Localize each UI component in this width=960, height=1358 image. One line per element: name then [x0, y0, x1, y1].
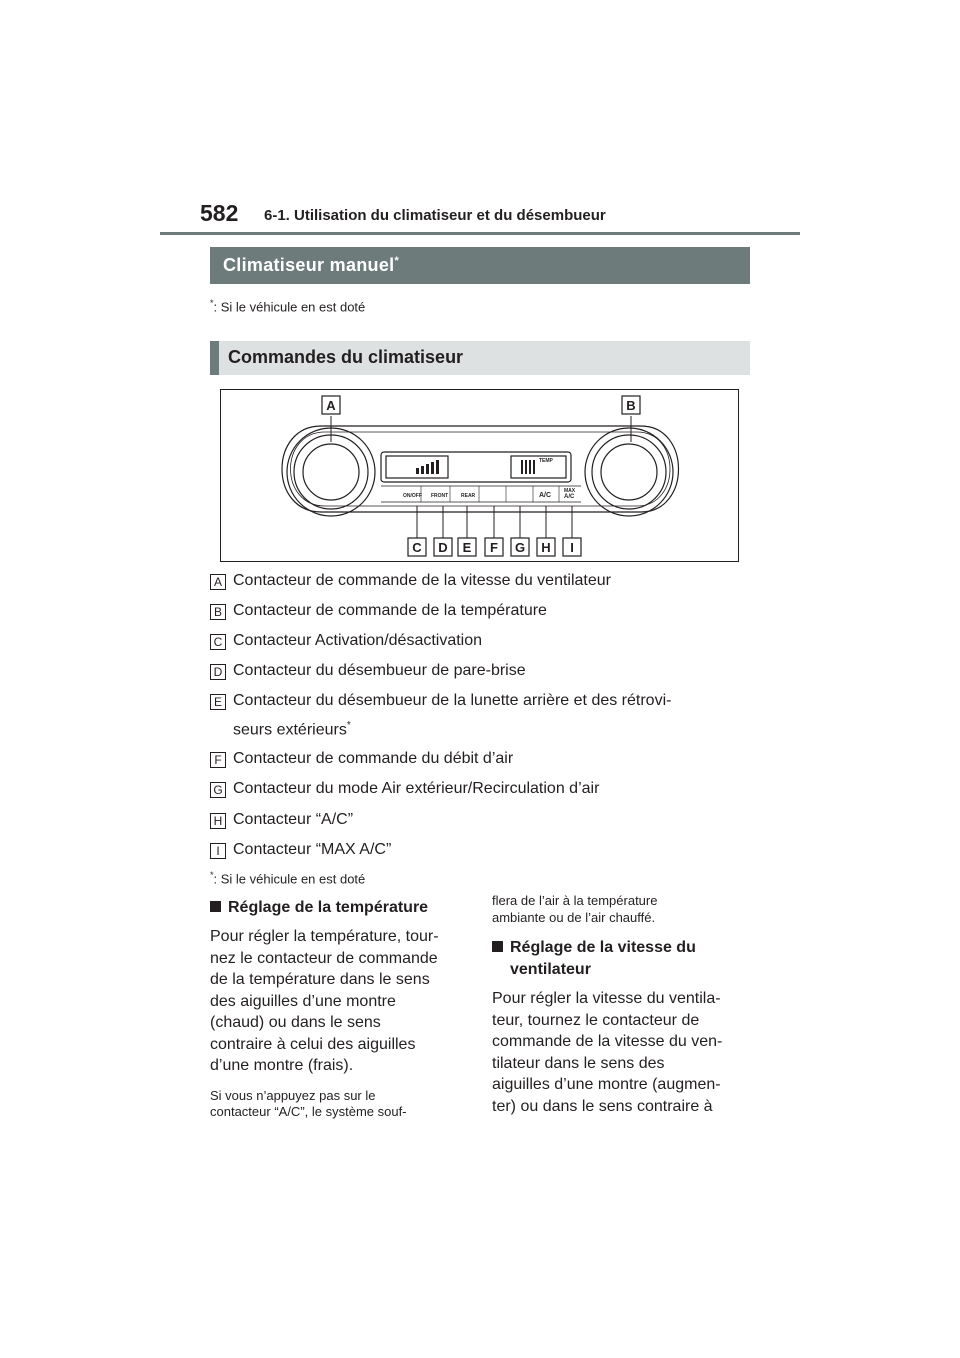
subsection-title: Commandes du climatiseur [228, 347, 464, 367]
legend-text: Contacteur Activation/désactivation [233, 632, 483, 649]
callout-E: E [462, 540, 472, 555]
climate-panel-figure [220, 389, 739, 562]
legend-letter: I [210, 843, 226, 859]
header-rule [160, 232, 800, 235]
running-header: 6-1. Utilisation du climatiseur et du désembueur [264, 207, 606, 224]
section-banner [210, 247, 750, 284]
legend-text: Contacteur du désembueur de pare-brise [233, 662, 526, 679]
heading-fan-speed: Réglage de la vitesse du ventilateur [492, 937, 752, 981]
legend-text: Contacteur “MAX A/C” [233, 841, 392, 858]
panel-label-max-ac: A/C [564, 494, 575, 500]
panel-label-ac: A/C [539, 492, 552, 499]
page-number: 582 [200, 200, 239, 226]
legend-letter: E [210, 694, 226, 710]
callout-H: H [541, 540, 551, 555]
callout-G: G [514, 540, 526, 555]
left-column [210, 897, 465, 1121]
section-asterisk: * [394, 255, 400, 267]
panel-label-rear: REAR [461, 493, 476, 499]
temperature-body: Pour régler la température, tour- nez le contacteur de commande de la température dans le sens des aiguilles d’une montre (chaud) ou dans le sens contraire à celui des aiguilles d’une montre (frais). [210, 928, 439, 1074]
legend-text: Contacteur de commande de la vitesse du ventilateur [233, 572, 611, 589]
legend-letter: H [210, 813, 226, 829]
heading-temperature: Réglage de la température [210, 897, 465, 919]
legend-text: Contacteur “A/C” [233, 811, 354, 828]
fan-speed-body: Pour régler la vitesse du ventila- teur, tournez le contacteur de commande de la vitesse du ven- tilateur dans le sens des aiguilles d’une montre (augmen- ter) ou dans le sens contraire à [492, 990, 723, 1115]
panel-label-onoff: ON/OFF [403, 493, 422, 499]
right-knob-outer [585, 428, 673, 516]
legend-text: Contacteur du désembueur de la lunette arrière et des rétrovi- [233, 692, 672, 709]
legend-letter: D [210, 664, 226, 680]
right-column [492, 893, 752, 1117]
callout-D: D [438, 540, 448, 555]
legend-text: Contacteur de commande de la température [233, 602, 547, 619]
note-continuation: flera de l’air à la température ambiante ou de l’air chauffé. [492, 893, 658, 925]
section-title: Climatiseur manuel* [223, 255, 400, 275]
climate-panel-illustration [221, 390, 740, 563]
legend-text: Contacteur de commande du débit d’air [233, 750, 514, 767]
panel-label-front: FRONT [431, 493, 449, 499]
temperature-note: Si vous n’appuyez pas sur le contacteur “A/C”, le système souf- [210, 1087, 407, 1119]
legend-letter: A [210, 574, 226, 590]
legend-text: Contacteur du mode Air extérieur/Recirculation d’air [233, 780, 600, 797]
footnote-top: *: Si le véhicule en est doté [210, 298, 366, 315]
panel-label-max: MAX [564, 488, 576, 494]
legend-letter: F [210, 752, 226, 768]
legend-letter: G [210, 782, 226, 798]
bullet-square-icon [210, 901, 221, 912]
bullet-square-icon [492, 941, 503, 952]
legend-letter: C [210, 634, 226, 650]
legend-item-E-continuation: seurs extérieurs* [233, 720, 351, 739]
callout-I: I [570, 540, 574, 555]
callout-F: F [490, 540, 498, 555]
panel-label-temp: TEMP [539, 458, 553, 464]
subsection-bar [210, 341, 219, 375]
legend-letter: B [210, 604, 226, 620]
callout-B: B [626, 398, 636, 413]
footnote-bottom: *: Si le véhicule en est doté [210, 870, 366, 887]
legend-asterisk: * [346, 720, 351, 731]
callout-C: C [412, 540, 422, 555]
subsection-banner [210, 341, 750, 375]
callout-A: A [326, 398, 336, 413]
